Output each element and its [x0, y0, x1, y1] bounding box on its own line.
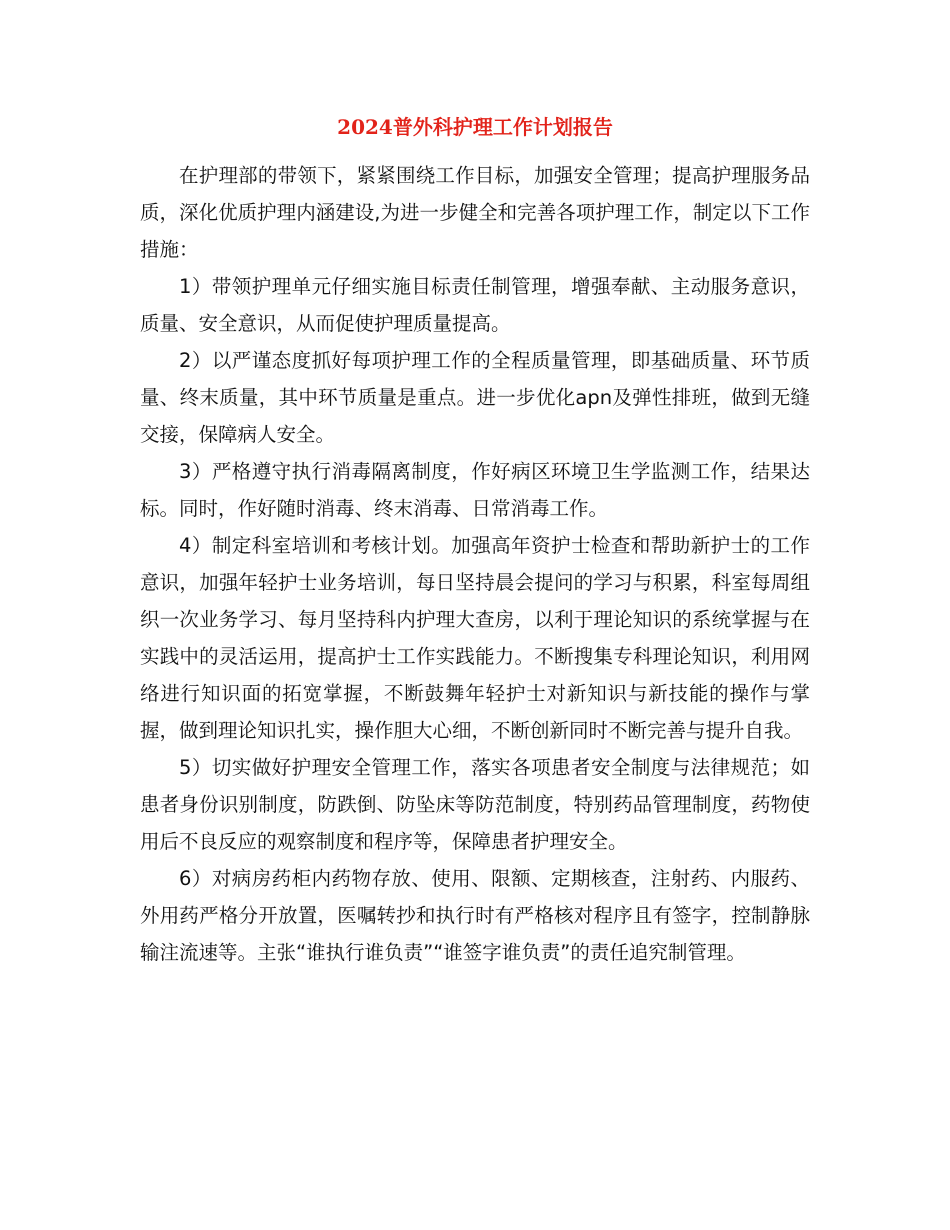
paragraph-intro: 在护理部的带领下，紧紧围绕工作目标，加强安全管理；提高护理服务品质，深化优质护理内涵建设,为进一步健全和完善各项护理工作，制定以下工作措施：	[140, 164, 810, 261]
paragraph-item-3: 3）严格遵守执行消毒隔离制度，作好病区环境卫生学监测工作，结果达标。同时，作好随时消毒、终末消毒、日常消毒工作。	[140, 460, 810, 520]
paragraph-item-2: 2）以严谨态度抓好每项护理工作的全程质量管理，即基础质量、环节质量、终末质量，其中环节质量是重点。进一步优化apn及弹性排班，做到无缝交接，保障病人安全。	[140, 349, 810, 446]
paragraph-item-6: 6）对病房药柜内药物存放、使用、限额、定期核查，注射药、内服药、外用药严格分开放置，医嘱转抄和执行时有严格核对程序且有签字，控制静脉输注流速等。主张“谁执行谁负责”“谁签字谁负责”的责任追究制管理。	[140, 867, 810, 964]
document-body	[140, 157, 810, 971]
paragraph-item-1: 1）带领护理单元仔细实施目标责任制管理，增强奉献、主动服务意识，质量、安全意识，从而促使护理质量提高。	[140, 275, 810, 335]
paragraph-item-5: 5）切实做好护理安全管理工作，落实各项患者安全制度与法律规范；如患者身份识别制度，防跌倒、防坠床等防范制度，特别药品管理制度，药物使用后不良反应的观察制度和程序等，保障患者护理安全。	[140, 756, 810, 853]
document-title: 2024普外科护理工作计划报告	[337, 115, 613, 139]
paragraph-item-4: 4）制定科室培训和考核计划。加强高年资护士检查和帮助新护士的工作意识，加强年轻护士业务培训，每日坚持晨会提问的学习与积累，科室每周组织一次业务学习、每月坚持科内护理大查房，以利于理论知识的系统掌握与在实践中的灵活运用，提高护士工作实践能力。不断搜集专科理论知识，利用网络进行知识面的拓宽掌握，不断鼓舞年轻护士对新知识与新技能的操作与掌握，做到理论知识扎实，操作胆大心细，不断创新同时不断完善与提升自我。	[140, 534, 810, 742]
